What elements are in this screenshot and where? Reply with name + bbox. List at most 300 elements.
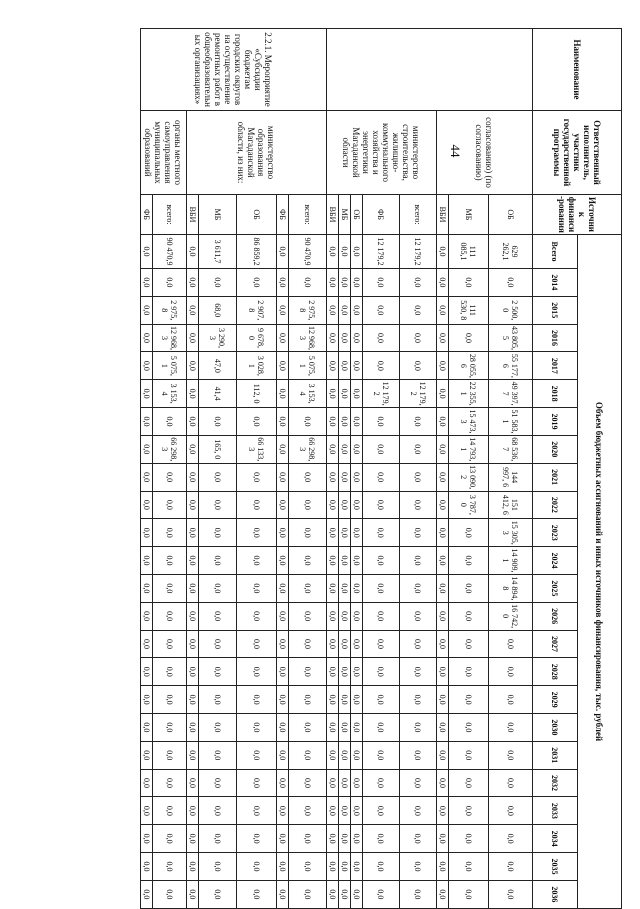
year-value-cell: 14 894, 8 (489, 574, 533, 602)
year-value-cell: 0,0 (363, 352, 400, 380)
year-value-cell: 0,0 (363, 714, 400, 742)
year-value-cell: 0,0 (289, 547, 327, 575)
year-value-cell: 0,0 (400, 797, 437, 825)
year-value-cell: 0,0 (449, 602, 489, 630)
year-value-cell: 0,0 (277, 853, 289, 881)
year-value-cell: 0,0 (437, 324, 449, 352)
year-value-cell: 0,0 (153, 547, 187, 575)
year-value-cell: 0,0 (449, 741, 489, 769)
year-value-cell: 0,0 (351, 352, 363, 380)
year-value-cell: 0,0 (277, 491, 289, 519)
year-value-cell: 0,0 (400, 602, 437, 630)
year-value-cell: 0,0 (277, 630, 289, 658)
table-row (489, 29, 533, 909)
header-funding-title: Объем бюджетных ассигнований и иных источников финансирования, тыс. рублей (578, 235, 622, 909)
year-value-cell: 0,0 (237, 491, 277, 519)
year-value-cell: 0,0 (187, 880, 199, 908)
year-value-cell: 0,0 (141, 658, 153, 686)
year-value-cell: 0,0 (400, 324, 437, 352)
year-value-cell: 5 075, 1 (289, 352, 327, 380)
year-value-cell: 0,0 (153, 519, 187, 547)
year-value-cell: 0,0 (187, 686, 199, 714)
year-value-cell: 0,0 (400, 269, 437, 297)
year-value-cell: 0,0 (327, 714, 339, 742)
year-value-cell: 0,0 (327, 380, 339, 408)
year-value-cell: 0,0 (351, 630, 363, 658)
year-value-cell: 0,0 (327, 741, 339, 769)
year-value-cell: 0,0 (153, 741, 187, 769)
year-value-cell: 66 298, 3 (289, 435, 327, 463)
year-value-cell: 0,0 (141, 380, 153, 408)
year-value-cell: 3 153, 4 (153, 380, 187, 408)
year-value-cell: 51 583, 1 (489, 408, 533, 436)
year-value-cell: 0,0 (237, 269, 277, 297)
year-value-cell: 0,0 (187, 825, 199, 853)
header-year: 2023 (533, 519, 578, 547)
header-year: 2016 (533, 324, 578, 352)
year-value-cell: 0,0 (141, 352, 153, 380)
year-value-cell: 0,0 (449, 269, 489, 297)
year-value-cell: 0,0 (351, 547, 363, 575)
header-year: 2022 (533, 491, 578, 519)
year-value-cell: 0,0 (437, 880, 449, 908)
year-value-cell: 0,0 (327, 797, 339, 825)
year-value-cell: 0,0 (449, 825, 489, 853)
year-value-cell: 0,0 (187, 602, 199, 630)
year-value-cell: 0,0 (363, 269, 400, 297)
year-value-cell: 0,0 (327, 825, 339, 853)
year-value-cell: 0,0 (437, 602, 449, 630)
source-cell: ОБ (237, 195, 277, 235)
year-value-cell: 0,0 (400, 491, 437, 519)
year-value-cell: 0,0 (237, 853, 277, 881)
year-value-cell: 0,0 (339, 296, 351, 324)
year-value-cell: 0,0 (437, 463, 449, 491)
year-value-cell: 0,0 (153, 491, 187, 519)
year-value-cell: 0,0 (141, 630, 153, 658)
year-value-cell: 0,0 (339, 741, 351, 769)
year-value-cell: 0,0 (351, 602, 363, 630)
year-value-cell: 0,0 (400, 574, 437, 602)
year-value-cell: 0,0 (327, 574, 339, 602)
year-value-cell: 0,0 (199, 880, 237, 908)
header-year: 2015 (533, 296, 578, 324)
year-value-cell: 0,0 (141, 296, 153, 324)
year-value-cell: 0,0 (277, 296, 289, 324)
year-value-cell: 0,0 (339, 463, 351, 491)
measure-name: 2.2.1. Мероприятие «Субсидии бюджетам городских округов на осуществление ремонтных работ в общеобразовательных организациях» (141, 29, 327, 111)
source-cell: ФБ (363, 195, 400, 235)
year-value-cell: 0,0 (327, 630, 339, 658)
year-value-cell: 0,0 (187, 714, 199, 742)
year-value-cell: 0,0 (437, 658, 449, 686)
year-value-cell: 0,0 (363, 491, 400, 519)
total-cell: 12 179,2 (400, 235, 437, 269)
year-value-cell: 0,0 (489, 853, 533, 881)
year-value-cell: 0,0 (237, 574, 277, 602)
header-year: 2021 (533, 463, 578, 491)
year-value-cell: 68,0 (199, 296, 237, 324)
year-value-cell: 0,0 (351, 741, 363, 769)
year-value-cell: 0,0 (141, 491, 153, 519)
year-value-cell: 0,0 (289, 797, 327, 825)
year-value-cell: 0,0 (153, 686, 187, 714)
year-value-cell: 0,0 (489, 686, 533, 714)
year-value-cell: 0,0 (187, 853, 199, 881)
year-value-cell: 0,0 (237, 741, 277, 769)
year-value-cell: 0,0 (199, 853, 237, 881)
total-cell: 90 470,9 (153, 235, 187, 269)
year-value-cell: 0,0 (187, 658, 199, 686)
year-value-cell: 0,0 (489, 741, 533, 769)
year-value-cell: 0,0 (153, 769, 187, 797)
total-cell: 0,0 (327, 235, 339, 269)
year-value-cell: 22 355, 1 (449, 380, 489, 408)
year-value-cell: 0,0 (289, 408, 327, 436)
year-value-cell: 0,0 (289, 658, 327, 686)
year-value-cell: 12 179, 2 (400, 380, 437, 408)
year-value-cell: 0,0 (400, 408, 437, 436)
header-year: 2024 (533, 547, 578, 575)
year-value-cell: 0,0 (277, 602, 289, 630)
year-value-cell: 0,0 (199, 574, 237, 602)
year-value-cell: 0,0 (339, 547, 351, 575)
year-value-cell: 0,0 (400, 769, 437, 797)
year-value-cell: 0,0 (351, 269, 363, 297)
total-cell: 111 085,1 (449, 235, 489, 269)
year-value-cell: 55 177, 6 (489, 352, 533, 380)
table-body (141, 29, 622, 909)
year-value-cell: 0,0 (277, 825, 289, 853)
year-value-cell: 43 805, 5 (489, 324, 533, 352)
year-value-cell: 0,0 (449, 324, 489, 352)
year-value-cell: 0,0 (351, 574, 363, 602)
year-value-cell: 0,0 (327, 519, 339, 547)
year-value-cell: 151 412, 6 (489, 491, 533, 519)
header-year: 2029 (533, 686, 578, 714)
table-row (400, 29, 437, 909)
year-value-cell: 12 968, 3 (153, 324, 187, 352)
year-value-cell: 0,0 (187, 574, 199, 602)
header-year: 2031 (533, 741, 578, 769)
year-value-cell: 0,0 (437, 686, 449, 714)
year-value-cell: 0,0 (437, 352, 449, 380)
year-value-cell: 0,0 (437, 741, 449, 769)
year-value-cell: 0,0 (400, 658, 437, 686)
source-cell: МБ (199, 195, 237, 235)
year-value-cell: 0,0 (289, 269, 327, 297)
year-value-cell: 0,0 (351, 463, 363, 491)
year-value-cell: 0,0 (339, 352, 351, 380)
year-value-cell: 0,0 (339, 853, 351, 881)
year-value-cell: 13 090, 2 (449, 463, 489, 491)
year-value-cell: 0,0 (277, 408, 289, 436)
year-value-cell: 0,0 (277, 435, 289, 463)
year-value-cell: 3 787, 0 (449, 491, 489, 519)
year-value-cell: 0,0 (327, 352, 339, 380)
year-value-cell: 0,0 (187, 769, 199, 797)
year-value-cell: 14 909, 1 (489, 547, 533, 575)
year-value-cell: 0,0 (237, 630, 277, 658)
year-value-cell: 0,0 (327, 602, 339, 630)
year-value-cell: 0,0 (400, 853, 437, 881)
year-value-cell: 0,0 (400, 825, 437, 853)
year-value-cell: 112, 0 (237, 380, 277, 408)
year-value-cell: 0,0 (437, 853, 449, 881)
year-value-cell: 0,0 (363, 574, 400, 602)
year-value-cell: 0,0 (199, 825, 237, 853)
year-value-cell: 0,0 (489, 658, 533, 686)
year-value-cell: 0,0 (327, 769, 339, 797)
year-value-cell: 0,0 (141, 880, 153, 908)
total-cell: 0,0 (187, 235, 199, 269)
total-cell: 90 470,9 (289, 235, 327, 269)
header-year: 2033 (533, 797, 578, 825)
year-value-cell: 0,0 (327, 491, 339, 519)
year-value-cell: 0,0 (237, 880, 277, 908)
year-value-cell: 0,0 (199, 519, 237, 547)
header-year: 2028 (533, 658, 578, 686)
year-value-cell: 0,0 (187, 435, 199, 463)
year-value-cell: 0,0 (489, 769, 533, 797)
year-value-cell: 0,0 (437, 797, 449, 825)
header-year: 2017 (533, 352, 578, 380)
year-value-cell: 0,0 (351, 769, 363, 797)
table-row (289, 29, 327, 909)
header-year: 2026 (533, 602, 578, 630)
year-value-cell: 0,0 (363, 602, 400, 630)
year-value-cell: 0,0 (141, 435, 153, 463)
year-value-cell: 0,0 (363, 547, 400, 575)
source-cell: ВБИ (327, 195, 339, 235)
year-value-cell: 0,0 (199, 769, 237, 797)
year-value-cell: 0,0 (187, 380, 199, 408)
year-value-cell: 2 500, 0 (489, 296, 533, 324)
year-value-cell: 0,0 (339, 324, 351, 352)
year-value-cell: 66 133, 3 (237, 435, 277, 463)
year-value-cell: 0,0 (141, 741, 153, 769)
year-value-cell: 0,0 (237, 408, 277, 436)
year-value-cell: 0,0 (141, 602, 153, 630)
year-value-cell: 2 975, 8 (153, 296, 187, 324)
year-value-cell: 15 473, 3 (449, 408, 489, 436)
year-value-cell: 0,0 (339, 269, 351, 297)
year-value-cell: 0,0 (437, 547, 449, 575)
year-value-cell: 0,0 (141, 269, 153, 297)
year-value-cell: 0,0 (187, 296, 199, 324)
year-value-cell: 0,0 (141, 519, 153, 547)
year-value-cell: 0,0 (277, 769, 289, 797)
source-cell: МБ (339, 195, 351, 235)
year-value-cell: 0,0 (339, 769, 351, 797)
year-value-cell: 0,0 (339, 825, 351, 853)
year-value-cell: 0,0 (449, 714, 489, 742)
measure-name-empty (327, 29, 533, 111)
year-value-cell: 0,0 (449, 574, 489, 602)
header-year: 2030 (533, 714, 578, 742)
header-year: 2035 (533, 853, 578, 881)
year-value-cell: 0,0 (289, 519, 327, 547)
year-value-cell: 0,0 (339, 630, 351, 658)
header-year: 2036 (533, 880, 578, 908)
year-value-cell: 0,0 (327, 547, 339, 575)
year-value-cell: 0,0 (277, 797, 289, 825)
year-value-cell: 0,0 (339, 797, 351, 825)
source-cell: всего: (153, 195, 187, 235)
source-cell: ФБ (141, 195, 153, 235)
year-value-cell: 0,0 (277, 519, 289, 547)
year-value-cell: 0,0 (400, 519, 437, 547)
year-value-cell: 0,0 (449, 769, 489, 797)
executor-name: согласованию) (по согласованию) (437, 111, 533, 195)
year-value-cell: 0,0 (153, 269, 187, 297)
year-value-cell: 0,0 (449, 797, 489, 825)
year-value-cell: 0,0 (277, 547, 289, 575)
year-value-cell: 0,0 (339, 658, 351, 686)
year-value-cell: 0,0 (289, 825, 327, 853)
header-source: Источник финанси-рования (533, 195, 622, 235)
year-value-cell: 0,0 (437, 408, 449, 436)
year-value-cell: 0,0 (153, 630, 187, 658)
year-value-cell: 0,0 (363, 825, 400, 853)
executor-name: органы местного самоуправления муниципальных образований (141, 111, 187, 195)
year-value-cell: 0,0 (237, 658, 277, 686)
year-value-cell: 0,0 (237, 602, 277, 630)
year-value-cell: 0,0 (289, 630, 327, 658)
year-value-cell: 0,0 (187, 630, 199, 658)
year-value-cell: 0,0 (289, 574, 327, 602)
executor-name: министерство строительства, жилищно-коммунального хозяйства и энергетики Магаданской области (327, 111, 437, 195)
year-value-cell: 0,0 (187, 491, 199, 519)
year-value-cell: 0,0 (363, 296, 400, 324)
year-value-cell: 0,0 (199, 797, 237, 825)
header-year: 2032 (533, 769, 578, 797)
year-value-cell: 0,0 (237, 519, 277, 547)
header-year: 2027 (533, 630, 578, 658)
year-value-cell: 12 179, 2 (363, 380, 400, 408)
year-value-cell: 0,0 (351, 491, 363, 519)
year-value-cell: 15 305, 3 (489, 519, 533, 547)
year-value-cell: 0,0 (449, 519, 489, 547)
header-year: 2014 (533, 269, 578, 297)
source-cell: ОБ (351, 195, 363, 235)
year-value-cell: 0,0 (237, 714, 277, 742)
year-value-cell: 0,0 (449, 547, 489, 575)
year-value-cell: 0,0 (153, 408, 187, 436)
year-value-cell: 0,0 (199, 714, 237, 742)
year-value-cell: 0,0 (237, 769, 277, 797)
table-row (153, 29, 187, 909)
year-value-cell: 0,0 (199, 658, 237, 686)
header-total: Всего (533, 235, 578, 269)
year-value-cell: 0,0 (400, 296, 437, 324)
year-value-cell: 0,0 (187, 269, 199, 297)
total-cell: 0,0 (351, 235, 363, 269)
year-value-cell: 0,0 (277, 380, 289, 408)
year-value-cell: 28 055, 6 (449, 352, 489, 380)
year-value-cell: 0,0 (339, 602, 351, 630)
year-value-cell: 0,0 (141, 547, 153, 575)
year-value-cell: 41,4 (199, 380, 237, 408)
year-value-cell: 0,0 (237, 686, 277, 714)
year-value-cell: 0,0 (141, 324, 153, 352)
year-value-cell: 0,0 (327, 686, 339, 714)
year-value-cell: 0,0 (141, 797, 153, 825)
year-value-cell: 0,0 (141, 408, 153, 436)
year-value-cell: 0,0 (449, 853, 489, 881)
year-value-cell: 0,0 (277, 880, 289, 908)
year-value-cell: 0,0 (153, 880, 187, 908)
year-value-cell: 0,0 (153, 797, 187, 825)
year-value-cell: 0,0 (187, 352, 199, 380)
year-value-cell: 0,0 (400, 630, 437, 658)
year-value-cell: 0,0 (449, 658, 489, 686)
year-value-cell: 0,0 (437, 714, 449, 742)
year-value-cell: 0,0 (351, 519, 363, 547)
year-value-cell: 49 397, 7 (489, 380, 533, 408)
year-value-cell: 0,0 (199, 630, 237, 658)
year-value-cell: 0,0 (277, 686, 289, 714)
year-value-cell: 0,0 (141, 463, 153, 491)
year-value-cell: 0,0 (400, 547, 437, 575)
year-value-cell: 0,0 (449, 686, 489, 714)
year-value-cell: 0,0 (141, 853, 153, 881)
year-value-cell: 0,0 (153, 853, 187, 881)
total-cell: 86 859,2 (237, 235, 277, 269)
year-value-cell: 0,0 (339, 574, 351, 602)
year-value-cell: 66 298, 3 (153, 435, 187, 463)
year-value-cell: 0,0 (363, 769, 400, 797)
year-value-cell: 0,0 (199, 463, 237, 491)
year-value-cell: 0,0 (141, 825, 153, 853)
year-value-cell: 0,0 (199, 741, 237, 769)
year-value-cell: 0,0 (289, 686, 327, 714)
source-cell: ФБ (277, 195, 289, 235)
source-cell: ОБ (489, 195, 533, 235)
year-value-cell: 0,0 (437, 825, 449, 853)
year-value-cell: 0,0 (153, 714, 187, 742)
year-value-cell: 3 290, 3 (199, 324, 237, 352)
year-value-cell: 0,0 (489, 630, 533, 658)
year-value-cell: 0,0 (437, 296, 449, 324)
year-value-cell: 0,0 (363, 435, 400, 463)
year-value-cell: 0,0 (437, 574, 449, 602)
year-value-cell: 0,0 (327, 324, 339, 352)
year-value-cell: 0,0 (351, 408, 363, 436)
year-value-cell: 0,0 (489, 797, 533, 825)
year-value-cell: 0,0 (351, 324, 363, 352)
year-value-cell: 0,0 (327, 463, 339, 491)
year-value-cell: 0,0 (327, 296, 339, 324)
year-value-cell: 0,0 (289, 463, 327, 491)
header-executor: Ответственный исполнитель, участник государственной программы (533, 111, 622, 195)
year-value-cell: 0,0 (237, 825, 277, 853)
year-value-cell: 165, 0 (199, 435, 237, 463)
year-value-cell: 0,0 (489, 825, 533, 853)
year-value-cell: 0,0 (339, 714, 351, 742)
source-cell: ВБИ (437, 195, 449, 235)
year-value-cell: 0,0 (400, 686, 437, 714)
year-value-cell: 0,0 (351, 296, 363, 324)
year-value-cell: 0,0 (400, 463, 437, 491)
header-year: 2019 (533, 408, 578, 436)
year-value-cell: 0,0 (351, 380, 363, 408)
year-value-cell: 0,0 (351, 658, 363, 686)
year-value-cell: 0,0 (237, 463, 277, 491)
year-value-cell: 0,0 (351, 714, 363, 742)
year-value-cell: 0,0 (400, 352, 437, 380)
year-value-cell: 0,0 (400, 714, 437, 742)
